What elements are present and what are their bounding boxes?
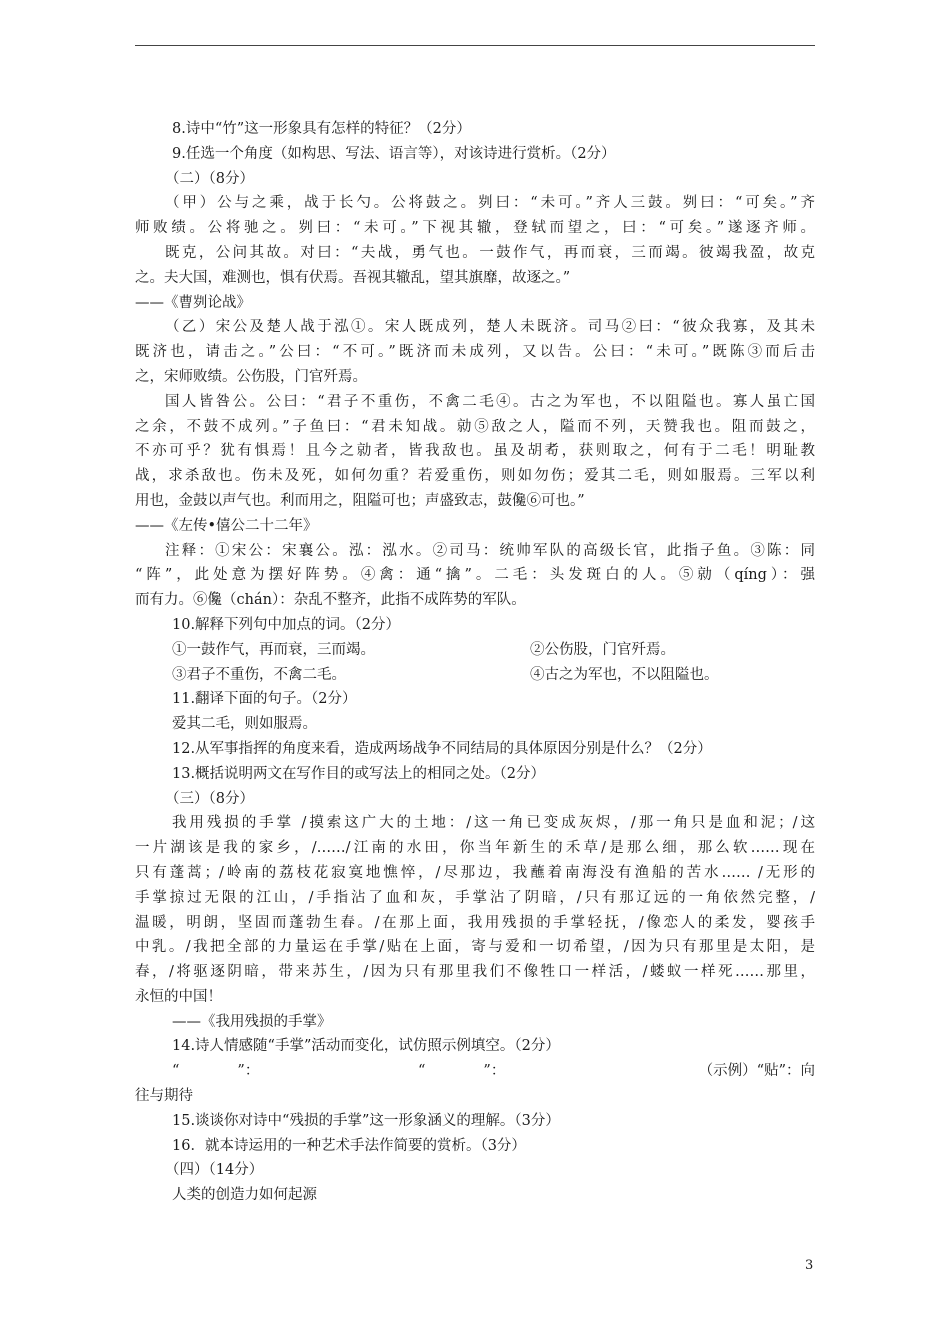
poem-line: 春，/将驱逐阴暗，带来苏生，/因为只有那里我们不像牲口一样活，/蝼蚁一样死……那里， [135, 964, 815, 981]
question-10-item: ③君子不重伤，不禽二毛。 [172, 666, 346, 683]
passage-jia-line: 既克，公问其故。对曰：“夫战，勇气也。一鼓作气，再而衰，三而竭。彼竭我盈，故克 [165, 244, 815, 261]
poem-line: 温暖，明朗，坚固而蓬勃生春。/在那上面，我用残损的手掌轻抚，/像恋人的柔发，婴孩手 [135, 914, 815, 931]
question-10-row [135, 638, 815, 663]
notes-line: 注释：①宋公：宋襄公。泓：泓水。②司马：统帅军队的高级长官，此指子鱼。③陈：同 [165, 542, 815, 559]
passage-yi-line: （乙）宋公及楚人战于泓①。宋人既成列，楚人未既济。司马②曰：“彼众我寡，及其未 [165, 319, 815, 336]
passage-yi-line: 不亦可乎？犹有惧焉！且今之勍者，皆我敌也。虽及胡耇，获则取之，何有于二毛！明耻教 [135, 443, 815, 460]
notes-line: “阵”，此处意为摆好阵势。④禽：通“擒”。二毛：头发斑白的人。⑤勍（qíng）：强 [135, 567, 815, 584]
passage-yi-line: 战，求杀敌也。伤未及死，如何勿重？若爱重伤，则如勿伤；爱其二毛，则如服焉。三军以利 [135, 468, 815, 485]
passage-yi-line: 国人皆咎公。公曰：“君子不重伤，不禽二毛④。古之为军也，不以阻隘也。寡人虽亡国 [165, 393, 815, 410]
passage-yi-line: 之余，不鼓不成列。”子鱼曰：“君未知战。勍⑤敌之人，隘而不列，天赞我也。阻而鼓之， [135, 418, 815, 435]
question-9: 9.任选一个角度（如构思、写法、语言等），对该诗进行赏析。（2分） [172, 145, 616, 162]
answer-blank: “ ”： [418, 1063, 506, 1080]
example-answer: （示例）“贴”：向 [698, 1063, 815, 1080]
poem-line: 一片湖该是我的家乡，/……/江南的水田，你当年新生的禾草/是那么细，那么软……现在 [135, 840, 815, 857]
question-8: 8.诗中“竹”这一形象具有怎样的特征？（2分） [172, 121, 471, 137]
question-10-item: ④古之为军也，不以阻隘也。 [530, 666, 719, 683]
question-13: 13.概括说明两文在写作目的或写法上的相同之处。（2分） [172, 765, 546, 782]
source-cao-gui: ——《曹刿论战》 [135, 294, 251, 311]
source-poem: ——《我用残损的手掌》 [172, 1013, 332, 1030]
passage-jia-line: 师败绩。公将驰之。刿曰：“未可。”下视其辙，登轼而望之，曰：“可矣。”遂逐齐师。 [135, 220, 815, 237]
passage-jia-line: 之。夫大国，难测也，惧有伏焉。吾视其辙乱，望其旗靡，故逐之。” [135, 269, 571, 286]
section-3-heading: （三）（8分） [165, 790, 254, 807]
answer-blank: “ ”： [172, 1063, 260, 1080]
question-14-blanks [135, 1059, 815, 1084]
header-rule [135, 45, 815, 46]
question-10: 10.解释下列句中加点的词。（2分） [172, 616, 401, 633]
question-10-item: ②公伤股，门官歼焉。 [530, 641, 675, 658]
poem-line: 只有蓬蒿；/岭南的荔枝花寂寞地憔悴，/尽那边，我蘸着南海没有渔船的苦水…… /无形的 [135, 864, 815, 881]
question-14: 14.诗人情感随“手掌”活动而变化，试仿照示例填空。（2分） [172, 1038, 560, 1055]
notes-line: 而有力。⑥儳（chán）：杂乱不整齐，此指不成阵势的军队。 [135, 592, 526, 609]
poem-line: 中乳。/我把全部的力量运在手掌/贴在上面，寄与爱和一切希望，/因为只有那里是太阳，是 [135, 939, 815, 956]
page-number: 3 [805, 1258, 814, 1273]
source-zuozhuan: ——《左传•僖公二十二年》 [135, 517, 318, 534]
poem-line: 手掌掠过无限的江山，/手指沾了血和灰，手掌沾了阴暗，/只有那辽远的一角依然完整，/ [135, 889, 815, 906]
passage-jia-line: （甲）公与之乘，战于长勺。公将鼓之。刿曰：“未可。”齐人三鼓。刿曰：“可矣。”齐 [165, 195, 815, 212]
question-10-item: ①一鼓作气，再而衰，三而竭。 [172, 641, 375, 658]
passage-yi-line: 之，宋师败绩。公伤股，门官歼焉。 [135, 368, 367, 385]
example-answer-continued: 往与期待 [135, 1088, 193, 1105]
poem-line: 我用残损的手掌 /摸索这广大的土地：/这一角已变成灰烬，/那一角只是血和泥；/这 [172, 815, 815, 832]
passage-yi-line: 既济也，请击之。”公曰：“不可。”既济而未成列，又以告。公曰：“未可。”既陈③而后击 [135, 344, 815, 361]
question-15: 15.谈谈你对诗中“残损的手掌”这一形象涵义的理解。（3分） [172, 1112, 560, 1129]
poem-line: 永恒的中国！ [135, 988, 222, 1005]
page-content [135, 117, 815, 1208]
question-16: 16．就本诗运用的一种艺术手法作简要的赏析。（3分） [172, 1137, 526, 1154]
section-4-heading: （四）（14分） [165, 1162, 264, 1179]
essay-title: 人类的创造力如何起源 [172, 1187, 317, 1204]
question-12: 12.从军事指挥的角度来看，造成两场战争不同结局的具体原因分别是什么？（2分） [172, 740, 712, 757]
passage-yi-line: 用也，金鼓以声气也。利而用之，阻隘可也；声盛致志，鼓儳⑥可也。” [135, 492, 585, 509]
section-2-heading: （二）（8分） [165, 170, 254, 187]
question-10-row [135, 663, 815, 688]
question-11: 11.翻译下面的句子。（2分） [172, 691, 357, 708]
question-11-sentence: 爱其二毛，则如服焉。 [172, 716, 317, 733]
